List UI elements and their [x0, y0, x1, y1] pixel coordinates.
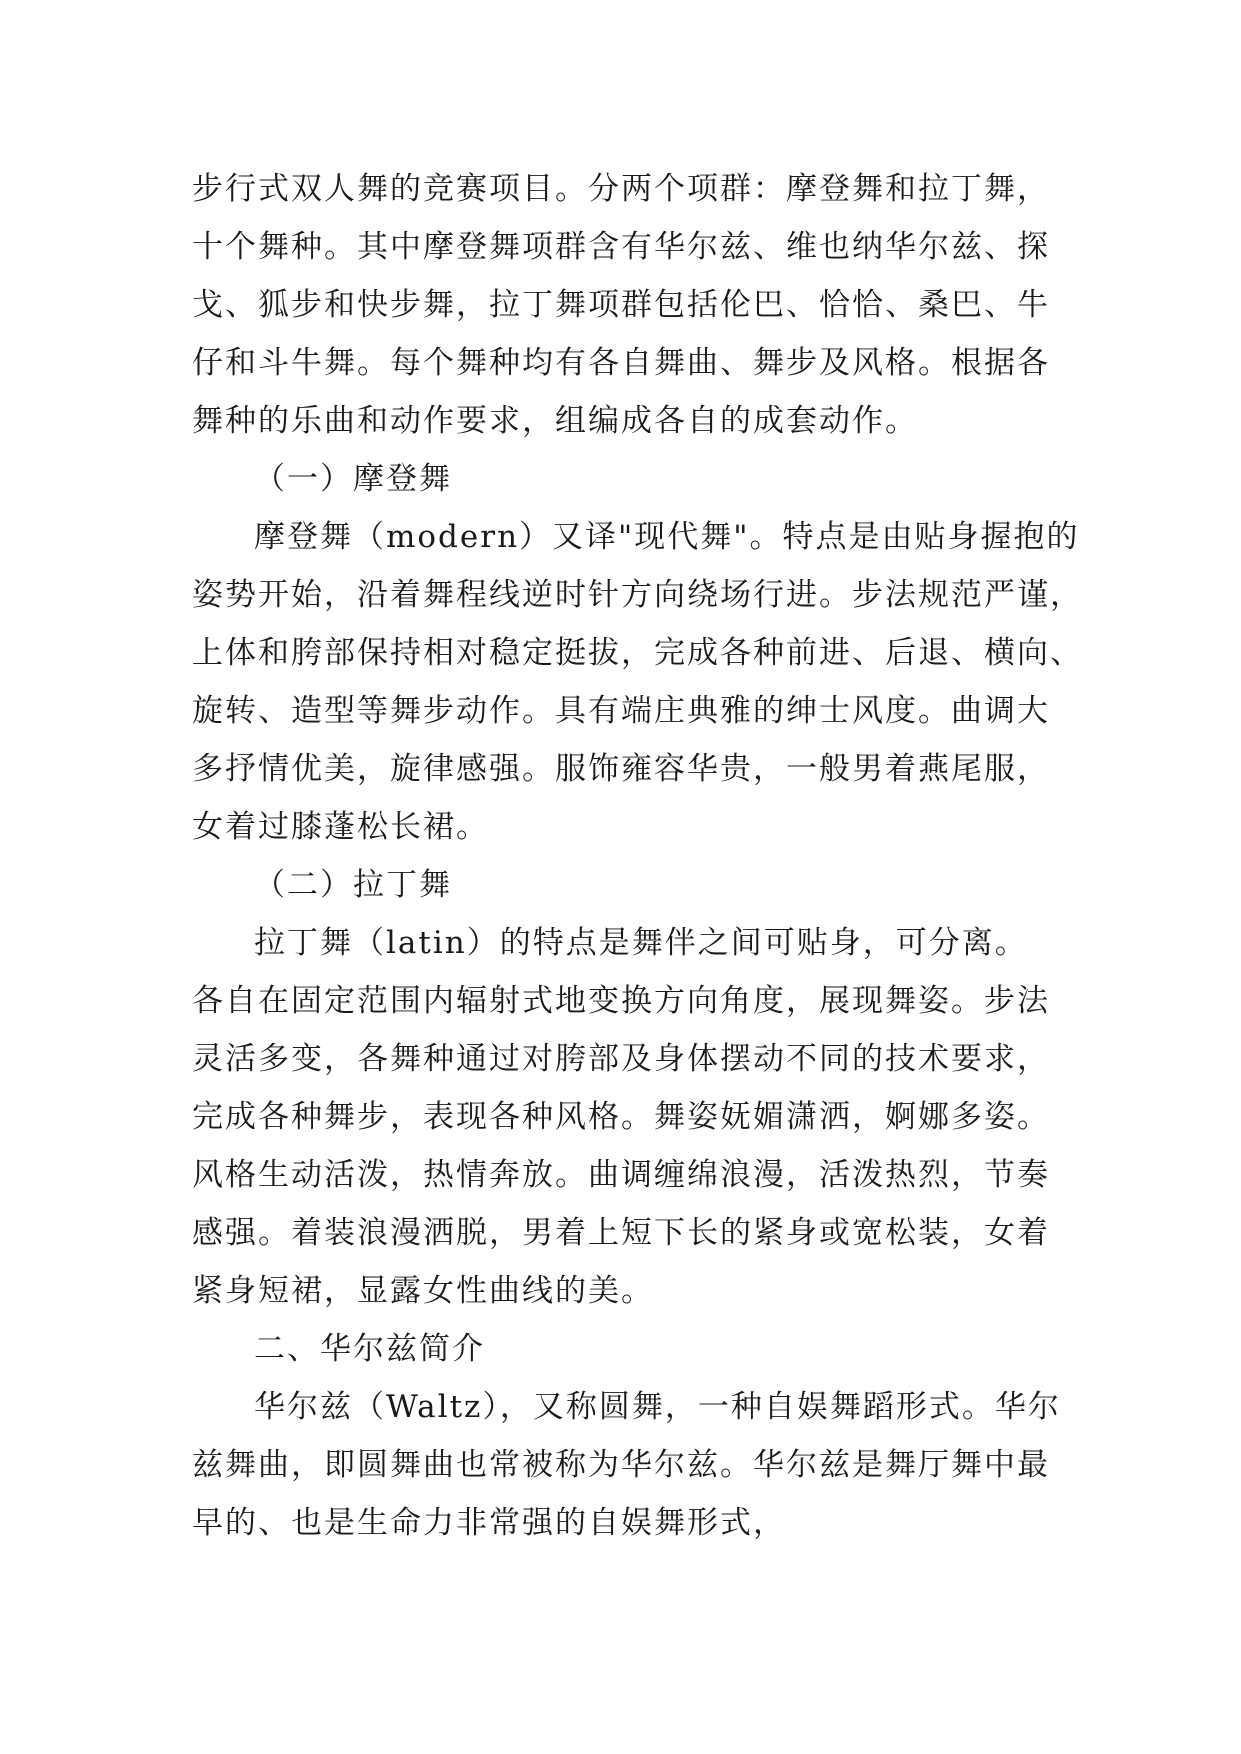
text-line: 上体和胯部保持相对稳定挺拔，完成各种前进、后退、横向、 [192, 635, 1083, 671]
text-line: 紧身短裙，显露女性曲线的美。 [192, 1273, 654, 1309]
text-line: 仔和斗牛舞。每个舞种均有各自舞曲、舞步及风格。根据各 [192, 345, 1050, 381]
text-line: 各自在固定范围内辐射式地变换方向角度，展现舞姿。步法 [192, 983, 1050, 1019]
text-line: 摩登舞（modern）又译"现代舞"。特点是由贴身握抱的 [254, 519, 1080, 555]
text-line: 华尔兹（Waltz），又称圆舞，一种自娱舞蹈形式。华尔 [254, 1389, 1061, 1425]
text-line: 风格生动活泼，热情奔放。曲调缠绵浪漫，活泼热烈，节奏 [192, 1157, 1050, 1193]
text-line: 兹舞曲，即圆舞曲也常被称为华尔兹。华尔兹是舞厅舞中最 [192, 1447, 1050, 1483]
text-line: 十个舞种。其中摩登舞项群含有华尔兹、维也纳华尔兹、探 [192, 229, 1050, 265]
text-line: 戈、狐步和快步舞，拉丁舞项群包括伦巴、恰恰、桑巴、牛 [192, 287, 1050, 323]
text-line: 感强。着装浪漫洒脱，男着上短下长的紧身或宽松装，女着 [192, 1215, 1050, 1251]
text-line: 旋转、造型等舞步动作。具有端庄典雅的绅士风度。曲调大 [192, 693, 1050, 729]
text-line: 早的、也是生命力非常强的自娱舞形式， [192, 1505, 786, 1541]
text-line: 灵活多变，各舞种通过对胯部及身体摆动不同的技术要求， [192, 1041, 1050, 1077]
text-line: （二）拉丁舞 [254, 867, 452, 903]
text-line: 步行式双人舞的竞赛项目。分两个项群：摩登舞和拉丁舞， [192, 171, 1050, 207]
text-line: （一）摩登舞 [254, 461, 452, 497]
text-line: 舞种的乐曲和动作要求，组编成各自的成套动作。 [192, 403, 918, 439]
text-line: 拉丁舞（latin）的特点是舞伴之间可贴身，可分离。 [254, 925, 1028, 961]
text-line: 姿势开始，沿着舞程线逆时针方向绕场行进。步法规范严谨， [192, 577, 1083, 613]
text-line: 二、华尔兹简介 [254, 1331, 485, 1367]
text-line: 完成各种舞步，表现各种风格。舞姿妩媚潇洒，婀娜多姿。 [192, 1099, 1050, 1135]
text-line: 多抒情优美，旋律感强。服饰雍容华贵，一般男着燕尾服， [192, 751, 1050, 787]
document-body [192, 160, 1083, 1552]
text-line: 女着过膝蓬松长裙。 [192, 809, 489, 845]
